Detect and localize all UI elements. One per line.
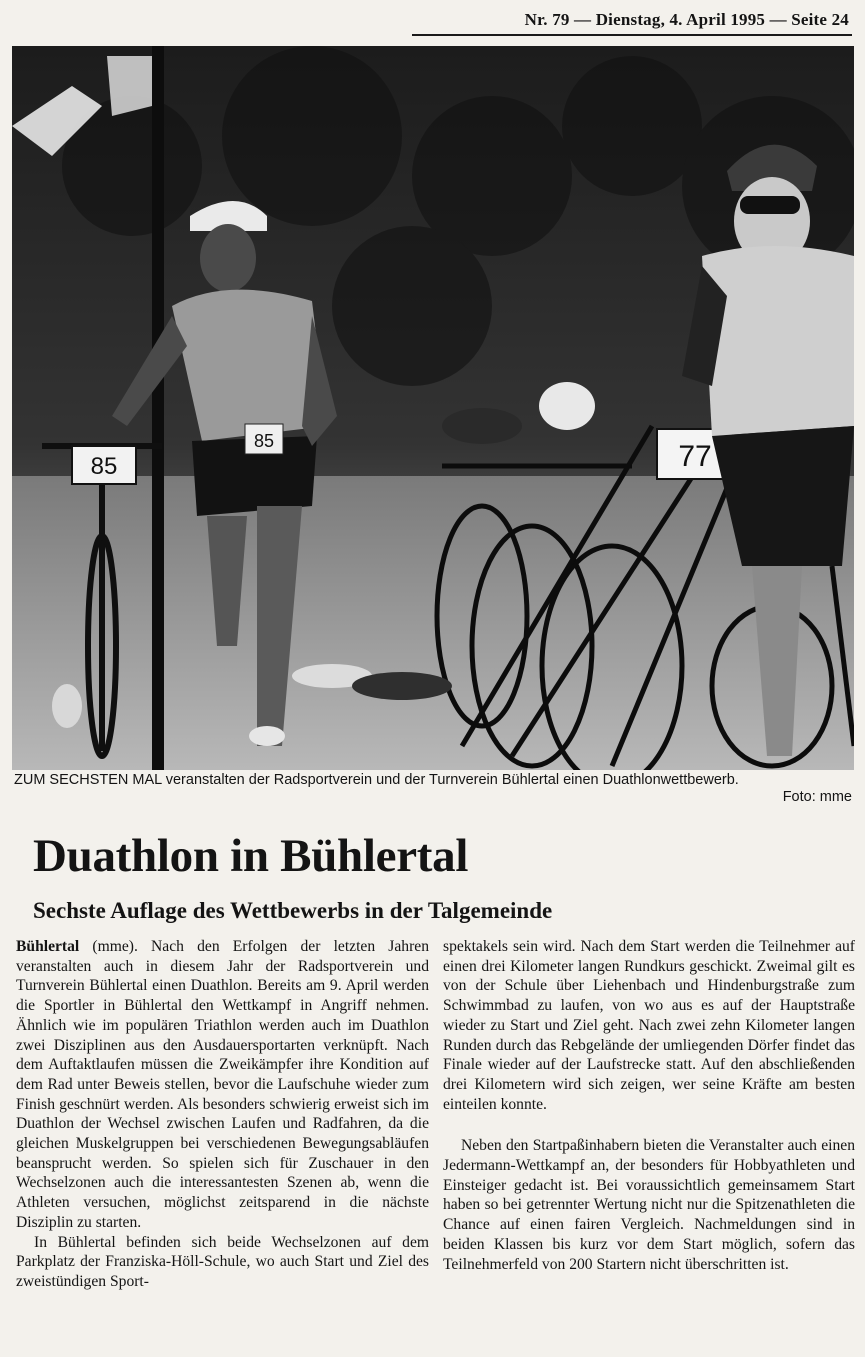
paragraph-4: Neben den Startpaßinhabern bieten die Veranstalter auch einen Jedermann-Wettkampf an, der besonders für Hobbyathleten und Einsteiger gedacht ist. Bei voraussichtlich gemeinsamem Start haben so bei getrennter Wertung nicht nur die Spitzenathleten die Chance auf einen fairen Vergleich. Nachmeldungen sind in beiden Klassen bis kurz vor dem Start möglich, sofern das Teilnehmerfeld von 200 Startern nicht überschritten ist. <box>443 1137 855 1273</box>
paragraph-1-text: (mme). Nach den Erfolgen der letzten Jahren veranstalten auch in diesem Jahr der Radsportverein und Turnverein Bühlertal einen Duathlon. Bereits am 9. April werden die Sportler in Bühlertal den Wettkampf in Angriff nehmen. Ähnlich wie im populären Triathlon werden auch im Duathlon zwei Disziplinen aus den Ausdauersportarten verknüpft. Nach dem Auftaktlaufen müssen die Zweikämpfer ihre Kondition auf dem Rad unter Beweis stellen, bevor die Laufschuhe wieder zum Finish geschnürt werden. Als besonders schwierig erweist sich im Duathlon der Wechsel zwischen Laufen und Radfahren, da die gleichen Muskelgruppen bei verschiedenen Bewegungsabläufen beansprucht werden. So spielen sich für Zuschauer in den Wechselzonen auch die interessantesten Szenen ab, wenn die Athleten versuchen, möglichst zeitsparend in die nächste Disziplin zu starten. <box>16 938 429 1231</box>
race-photo <box>12 46 854 770</box>
paragraph-3: spektakels sein wird. Nach dem Start werden die Teilnehmer auf einen drei Kilometer langen Rundkurs geschickt. Zweimal gilt es von der Schule über Liehenbach und Hindenburgstraße zum Schwimmbad zu laufen, von wo aus es auf der Hauptstraße wieder zu Start und Ziel geht. Nach zwei zehn Kilometer langen Runden durch das Rebgelände der umliegenden Dörfer findet das Finale wieder auf der Laufstrecke statt. Auf den abschließenden drei Kilometern wird sich zeigen, wer seine Kräfte am besten einteilen konnte. <box>443 938 855 1113</box>
caption-lead: ZUM SECHSTEN MAL <box>14 772 162 788</box>
bib-number-left: 85 <box>90 453 118 480</box>
headline: Duathlon in Bühlertal <box>33 830 469 882</box>
issue-header: Nr. 79 — Dienstag, 4. April 1995 — Seite 24 <box>524 10 849 29</box>
bib-number-right: 77 <box>678 440 712 473</box>
paragraph-2: In Bühlertal befinden sich beide Wechselzonen auf dem Parkplatz der Franziska-Höll-Schule, wo auch Start und Ziel des zweistündigen Sport- <box>16 1233 429 1290</box>
photo-caption <box>14 772 852 806</box>
paragraph-1 <box>16 937 429 1233</box>
article-column-left <box>16 937 429 1292</box>
article-column-right <box>443 937 855 1274</box>
subheadline: Sechste Auflage des Wettbewerbs in der Talgemeinde <box>33 898 553 923</box>
dateline: Bühlertal <box>16 938 80 955</box>
caption-text: veranstalten der Radsportverein und der Turnverein Bühlertal einen Duathlonwettbewerb. <box>161 772 739 788</box>
header-rule <box>412 34 852 36</box>
bib-number-small: 85 <box>253 431 275 451</box>
photo-credit: Foto: mme <box>782 789 852 805</box>
